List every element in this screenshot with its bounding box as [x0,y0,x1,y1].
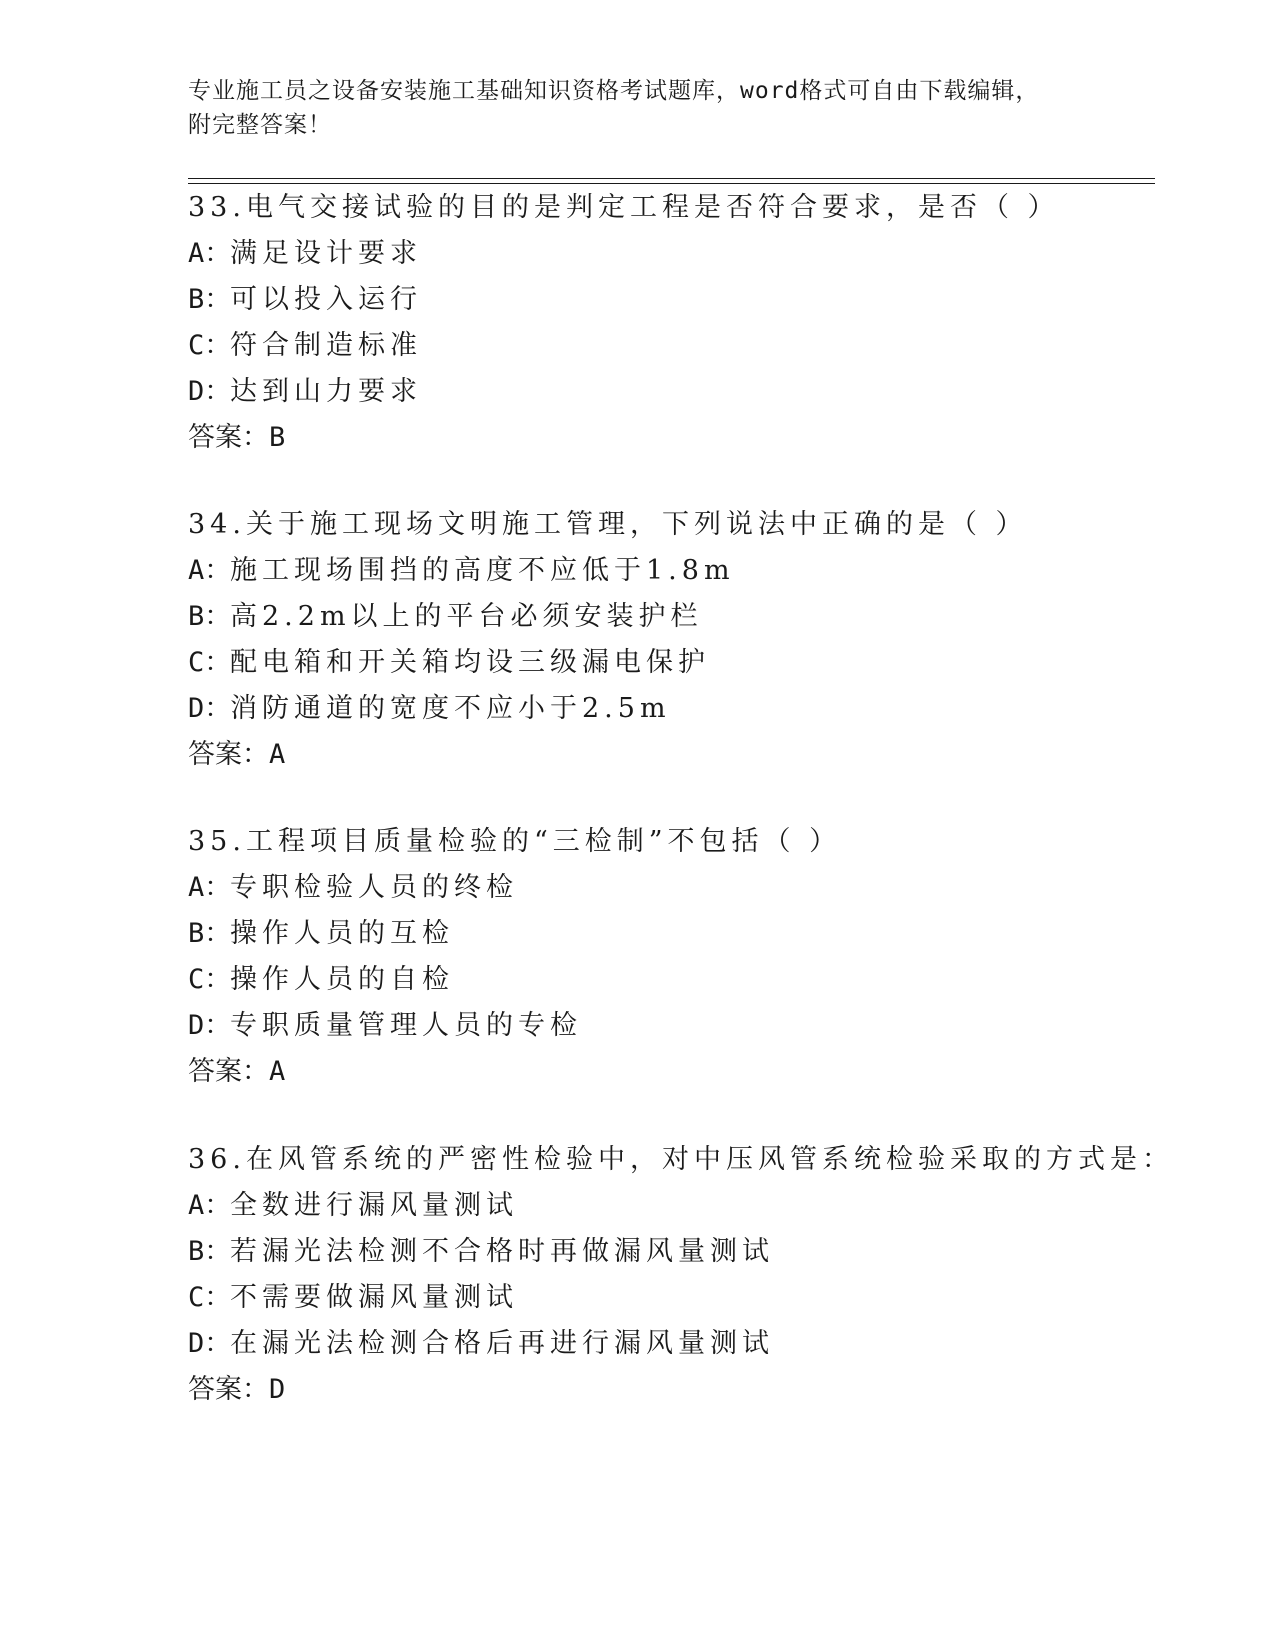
question-number: 36. [188,1144,246,1175]
option-key: B： [188,918,232,949]
question-number: 34. [188,509,246,540]
option-a [188,548,1188,594]
option-key: D： [188,376,232,407]
option-key: C： [188,330,232,361]
option-key: B： [188,601,232,632]
option-text: 在漏光法检测合格后再进行漏风量测试 [230,1328,774,1359]
question-stem [188,502,1188,548]
option-a [188,231,1188,277]
question-text: 关于施工现场文明施工管理，下列说法中正确的是（ ） [245,509,1028,540]
option-text: 专职检验人员的终检 [230,872,518,903]
option-key: A： [188,555,232,586]
answer-label: 答案： [188,1374,269,1405]
option-key: D： [188,1328,232,1359]
option-text: 消防通道的宽度不应小于2.5m [230,693,671,724]
answer-line [188,732,1188,778]
question-34 [188,502,1188,778]
answer-line [188,1367,1188,1413]
question-number: 35. [188,826,246,857]
document-header [188,74,1088,142]
question-35 [188,819,1188,1095]
option-b [188,911,1188,957]
option-text: 符合制造标准 [230,330,422,361]
question-text: 电气交接试验的目的是判定工程是否符合要求，是否（ ） [245,192,1060,223]
option-c [188,323,1188,369]
option-text: 操作人员的自检 [230,964,454,995]
answer-value: D [269,1374,286,1405]
option-text: 施工现场围挡的高度不应低于1.8m [230,555,735,586]
option-text: 满足设计要求 [230,238,422,269]
option-a [188,1183,1188,1229]
option-b [188,594,1188,640]
option-c [188,957,1188,1003]
option-a [188,865,1188,911]
header-line-2: 附完整答案！ [188,112,332,138]
option-key: C： [188,1282,232,1313]
option-key: C： [188,647,232,678]
option-text: 全数进行漏风量测试 [230,1190,518,1221]
option-text: 操作人员的互检 [230,918,454,949]
header-divider-bottom [188,183,1155,184]
option-text: 不需要做漏风量测试 [230,1282,518,1313]
option-text: 可以投入运行 [230,284,422,315]
option-d [188,1003,1188,1049]
option-key: C： [188,964,232,995]
answer-label: 答案： [188,739,269,770]
option-key: B： [188,1236,232,1267]
option-d [188,686,1188,732]
answer-label: 答案： [188,422,269,453]
question-stem [188,185,1188,231]
answer-value: B [269,422,286,453]
option-b [188,1229,1188,1275]
option-key: A： [188,1190,232,1221]
question-stem [188,819,1188,865]
question-text: 工程项目质量检验的“三检制”不包括（ ） [245,826,842,857]
option-text: 若漏光法检测不合格时再做漏风量测试 [230,1236,774,1267]
answer-value: A [269,739,286,770]
answer-line [188,1049,1188,1095]
option-b [188,277,1188,323]
option-d [188,1321,1188,1367]
question-number: 33. [188,192,246,223]
option-c [188,1275,1188,1321]
answer-value: A [269,1056,286,1087]
option-c [188,640,1188,686]
question-text: 在风管系统的严密性检验中，对中压风管系统检验采取的方式是： [245,1144,1174,1175]
option-key: B： [188,284,232,315]
question-33 [188,185,1188,461]
option-text: 配电箱和开关箱均设三级漏电保护 [230,647,710,678]
option-text: 专职质量管理人员的专检 [230,1010,582,1041]
option-text: 达到山力要求 [230,376,422,407]
answer-label: 答案： [188,1056,269,1087]
header-line-1: 专业施工员之设备安装施工基础知识资格考试题库，word格式可自由下载编辑， [188,78,1040,104]
answer-line [188,415,1188,461]
option-key: D： [188,1010,232,1041]
option-key: D： [188,693,232,724]
question-36 [188,1137,1188,1413]
option-key: A： [188,238,232,269]
option-text: 高2.2m以上的平台必须安装护栏 [230,601,703,632]
header-divider-top [188,178,1155,179]
question-stem [188,1137,1188,1183]
option-d [188,369,1188,415]
option-key: A： [188,872,232,903]
